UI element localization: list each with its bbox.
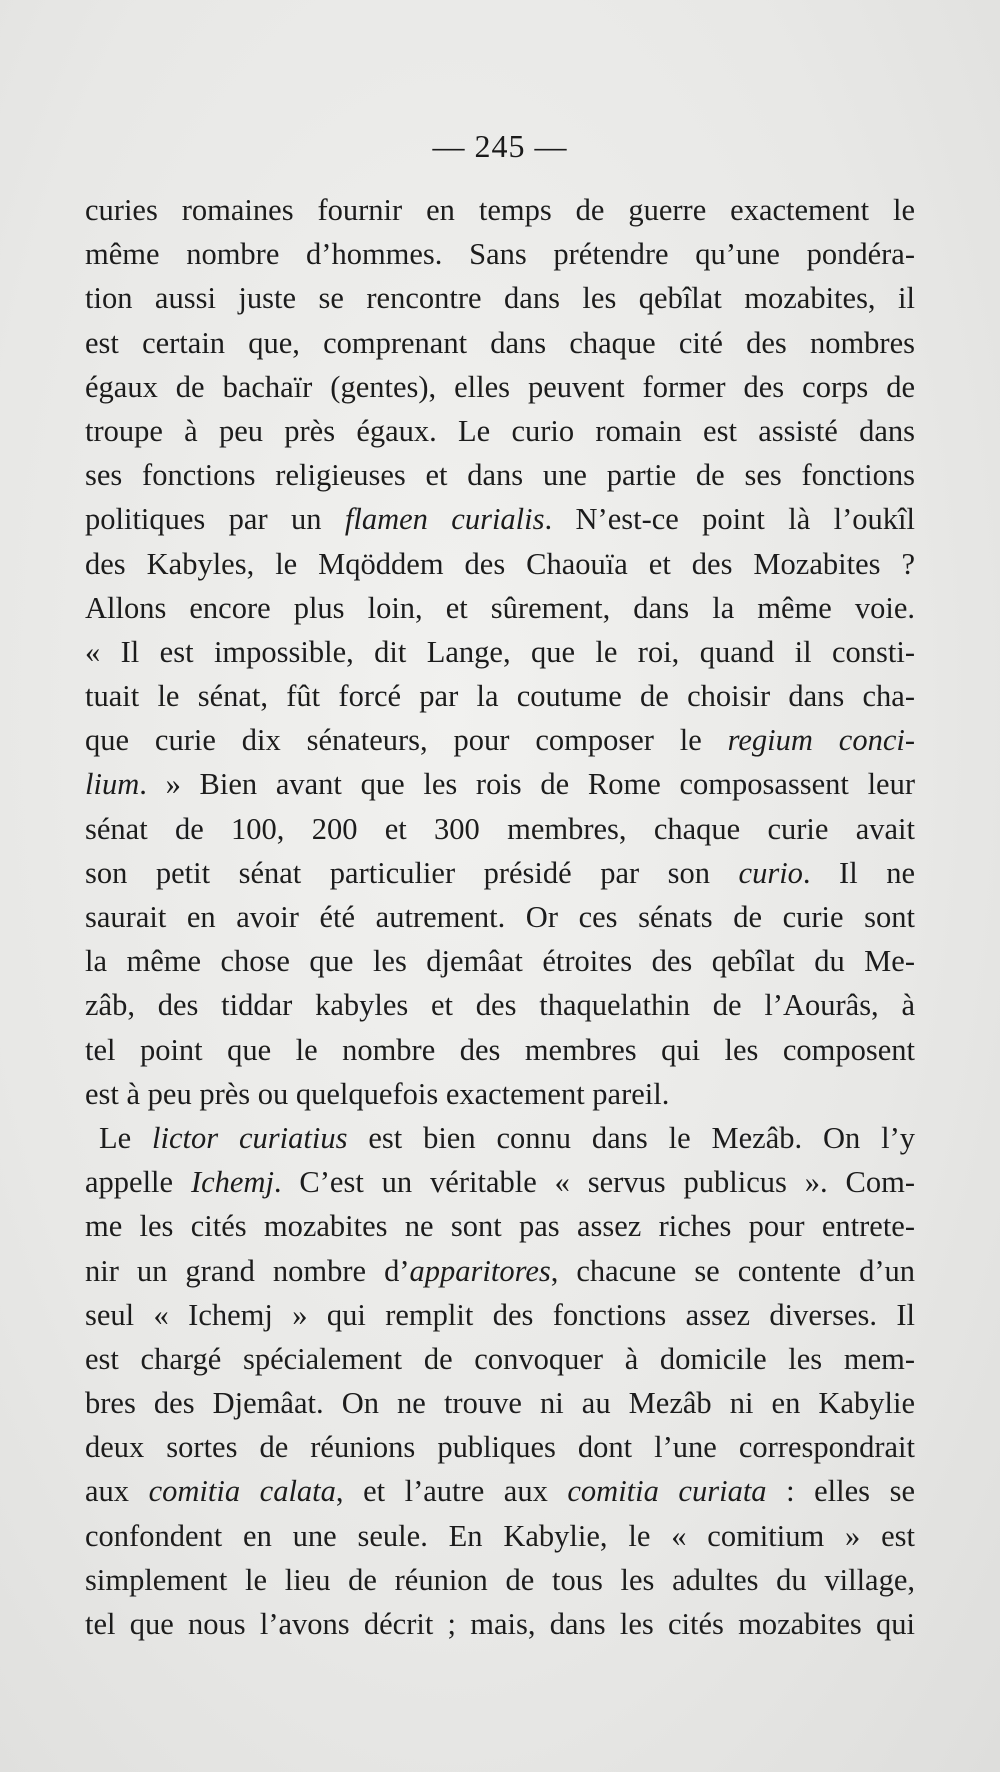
- text-segment: tel que nous l’avons décrit ; mais, dans les cités mozabites qui: [85, 1607, 915, 1641]
- text-line: [85, 762, 915, 806]
- text-line: [85, 321, 915, 365]
- text-line: [85, 1072, 915, 1116]
- text-segment: que curie dix sénateurs, pour composer le: [85, 723, 728, 758]
- text-segment: curies romaines fournir en temps de guerre exactement le: [85, 193, 915, 227]
- text-line: [85, 983, 915, 1027]
- text-segment: même nombre d’hommes. Sans prétendre qu’une pondéra-: [85, 237, 915, 272]
- text-segment: seul « Ichemj » qui remplit des fonctions assez diverses. Il: [85, 1297, 915, 1332]
- text-segment: son petit sénat particulier présidé par son: [85, 855, 739, 890]
- text-line: [85, 674, 915, 718]
- text-segment: égaux de bachaïr (gentes), elles peuvent former des corps de: [85, 369, 915, 404]
- italic-text: regium conci-: [727, 723, 915, 758]
- text-segment: aux: [85, 1474, 149, 1509]
- page-number: — 245 —: [432, 128, 568, 164]
- italic-text: Ichemj: [190, 1165, 274, 1200]
- text-segment: politiques par un: [85, 502, 345, 537]
- text-segment: est certain que, comprenant dans chaque cité des nombres: [85, 325, 915, 360]
- text-segment: est bien connu dans le Mezâb. On l’y: [347, 1120, 916, 1155]
- text-line: [85, 895, 915, 939]
- text-line: [85, 232, 915, 276]
- text-segment: est chargé spécialement de convoquer à domicile les mem-: [85, 1341, 915, 1376]
- text-line: [85, 1028, 915, 1072]
- text-line: [85, 1249, 915, 1293]
- text-segment: appelle: [85, 1165, 191, 1200]
- text-segment: me les cités mozabites ne sont pas assez riches pour entrete-: [85, 1209, 915, 1244]
- italic-text: curio: [738, 855, 803, 890]
- text-segment: . Il ne: [802, 855, 915, 890]
- text-segment: tuait le sénat, fût forcé par la coutume de choisir dans cha-: [85, 679, 915, 714]
- text-segment: « Il est impossible, dit Lange, que le roi, quand il consti-: [85, 634, 915, 669]
- text-line: [85, 939, 915, 983]
- italic-text: apparitores: [409, 1253, 551, 1288]
- text-segment: est à peu près ou quelquefois exactement pareil.: [85, 1076, 670, 1111]
- text-segment: . N’est-ce point là l’oukîl: [544, 502, 915, 537]
- text-line: [85, 586, 915, 630]
- text-segment: , chacune se contente d’un: [550, 1253, 915, 1288]
- text-line: [85, 1337, 915, 1381]
- text-line: [85, 365, 915, 409]
- text-line: [85, 1514, 915, 1558]
- text-segment: . C’est un véritable « servus publicus ». Com-: [273, 1165, 915, 1200]
- text-segment: sénat de 100, 200 et 300 membres, chaque curie avait: [85, 811, 915, 846]
- text-line: [85, 1469, 915, 1513]
- italic-text: lictor curiatius: [152, 1120, 348, 1155]
- text-segment: bres des Djemâat. On ne trouve ni au Mezâb ni en Kabylie: [85, 1386, 915, 1421]
- text-line: [85, 276, 915, 320]
- text-segment: , et l’autre aux: [335, 1474, 568, 1509]
- italic-text: comitia curiata: [567, 1474, 767, 1509]
- text-segment: Le: [99, 1120, 153, 1155]
- text-line: [85, 1558, 915, 1602]
- text-segment: : elles se: [766, 1474, 915, 1509]
- italic-text: lium: [85, 767, 140, 802]
- body-text: [85, 188, 915, 1646]
- text-segment: deux sortes de réunions publiques dont l’une correspondrait: [85, 1430, 915, 1465]
- text-segment: nir un grand nombre d’: [85, 1253, 410, 1288]
- text-line: [85, 542, 915, 586]
- text-line: [85, 1116, 915, 1160]
- text-line: [85, 497, 915, 541]
- text-line: [85, 453, 915, 497]
- text-segment: des Kabyles, le Mqöddem des Chaouïa et des Mozabites ?: [85, 546, 915, 581]
- text-segment: confondent en une seule. En Kabylie, le « comitium » est: [85, 1518, 915, 1553]
- text-segment: zâb, des tiddar kabyles et des thaquelathin de l’Aourâs, à: [85, 988, 915, 1023]
- text-line: [85, 851, 915, 895]
- text-line: [85, 409, 915, 453]
- text-segment: simplement le lieu de réunion de tous les adultes du village,: [85, 1562, 915, 1597]
- text-segment: saurait en avoir été autrement. Or ces sénats de curie sont: [85, 900, 915, 934]
- text-line: [85, 718, 915, 762]
- text-line: [85, 630, 915, 674]
- text-segment: . » Bien avant que les rois de Rome composassent leur: [139, 767, 915, 802]
- text-line: [85, 1425, 915, 1469]
- italic-text: comitia calata: [148, 1474, 336, 1509]
- text-segment: ses fonctions religieuses et dans une partie de ses fonctions: [85, 458, 915, 493]
- text-line: [85, 1602, 915, 1646]
- text-segment: Allons encore plus loin, et sûrement, dans la même voie.: [85, 590, 915, 625]
- text-segment: la même chose que les djemâat étroites des qebîlat du Me-: [85, 944, 915, 979]
- text-segment: tel point que le nombre des membres qui les composent: [85, 1032, 915, 1067]
- italic-text: flamen curialis: [344, 502, 545, 537]
- text-line: [85, 188, 915, 232]
- text-line: [85, 1204, 915, 1248]
- text-line: [85, 1160, 915, 1204]
- text-line: [85, 1381, 915, 1425]
- text-segment: tion aussi juste se rencontre dans les qebîlat mozabites, il: [85, 281, 915, 316]
- text-line: [85, 807, 915, 851]
- text-line: [85, 1293, 915, 1337]
- text-segment: troupe à peu près égaux. Le curio romain est assisté dans: [85, 413, 915, 448]
